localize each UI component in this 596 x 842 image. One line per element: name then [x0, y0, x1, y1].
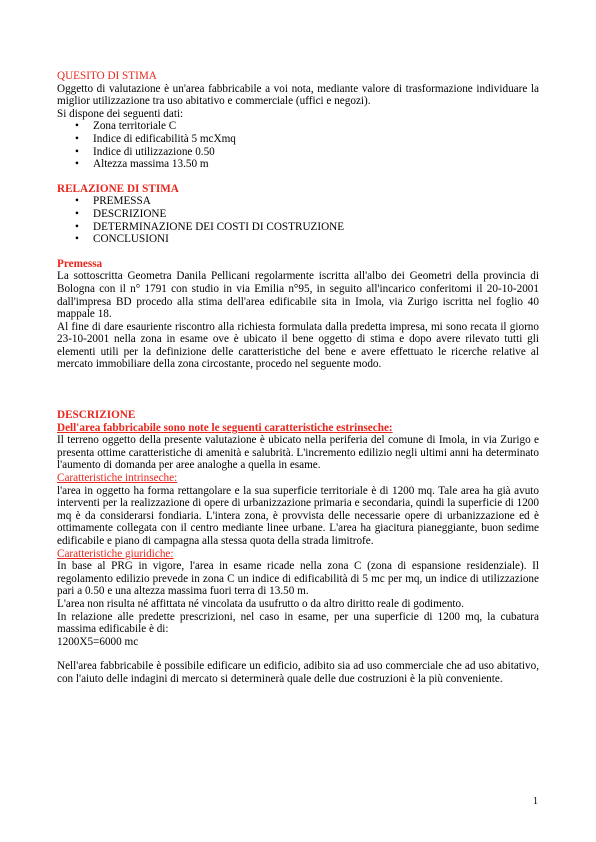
list-item: • Zona territoriale C: [93, 120, 539, 133]
list-item: • Indice di utilizzazione 0.50: [93, 146, 539, 159]
given-data-label: Si dispone dei seguenti dati:: [57, 107, 184, 120]
list-item: • DETERMINAZIONE DEI COSTI DI COSTRUZIONE: [93, 221, 539, 234]
premessa-paragraph-2: Al fine di dare esauriente riscontro alla richiesta formulata dalla predetta impresa, mi sono recata il giorno 23-10-2001 nella zona in esame ove è ubicato il bene oggetto di stima e dopo avere rilevato tutti gli elementi utili per la definizione delle caratteristiche del bene e avere effettuato le ricerche relative al mercato immobiliare della zona circostante, procedo nel seguente modo.: [57, 320, 539, 371]
list-item: • Altezza massima 13.50 m: [93, 158, 539, 171]
cubatura-formula: 1200X5=6000 mc: [57, 635, 139, 648]
descrizione-paragraph-4: L'area non risulta né affittata né vincolata da usufrutto o da altro diritto reale di godimento.: [57, 597, 464, 610]
descrizione-paragraph-5: In relazione alle predette prescrizioni, nel caso in esame, per una superficie di 1200 mq, la cubatura massima edificabile è di:: [57, 610, 539, 636]
descrizione-paragraph-3: In base al PRG in vigore, l'area in esame ricade nella zona C (zona di espansione residenziale). Il regolamento edilizio prevede in zona C un indice di edificabilità di 5 mc per mq, un indice di utilizzazione pari a 0.50 e una altezza massima fuori terra di 13.50 m.: [57, 560, 539, 598]
descrizione-paragraph-7: Nell'area fabbricabile è possibile edificare un edificio, adibito sia ad uso commerciale che ad uso abitativo, con l'aiuto delle indagini di mercato si determinerà quale delle due costruzioni è la più conveniente.: [57, 660, 539, 685]
descrizione-paragraph-1: Il terreno oggetto della presente valutazione è ubicato nella periferia del comune di Imola, in via Zurigo e presenta ottime caratteristiche di amenità e salubrità. L'incremento edilizio negli ultimi anni ha determinato l'aumento di domanda per aree analoghe a quella in esame.: [57, 434, 539, 472]
list-item: • PREMESSA: [93, 195, 539, 208]
descrizione-subtitle: Dell'area fabbricabile sono note le seguenti caratteristiche estrinseche:: [57, 421, 393, 434]
premessa-paragraph-1: La sottoscritta Geometra Danila Pellicani regolarmente iscritta all'albo dei Geometri della provincia di Bologna con il n° 1791 con studio in via Emilia n°95, in seguito all'incarico conferitomi il 20-10-2001 dall'impresa BD procedo alla stima dell'area edificabile sita in Imola, via Zurigo iscritta nel foglio 40 mappale 18.: [57, 270, 539, 321]
list-item: • CONCLUSIONI: [93, 233, 539, 246]
given-data-list: [57, 120, 539, 170]
descrizione-paragraph-2: l'area in oggetto ha forma rettangolare e la sua superficie territoriale è di 1200 mq. Tale area ha già avuto interventi per la realizzazione di opere di urbanizzazione primaria e secondaria, quindi la superficie di 1200 mq è da considerarsi fondiaria. L'intera zona, è provvista delle necessarie opere di urbanizzazione ed è ottimamente collegata con il centro mediante linee urbane. L'area ha giacitura pianeggiante, buon sedime edificabile e piano di campagna alla stessa quota della strada limitrofe.: [57, 484, 539, 547]
descrizione-title: DESCRIZIONE: [57, 409, 136, 422]
list-item: • Indice di edificabilità 5 mcXmq: [93, 133, 539, 146]
list-item: • DESCRIZIONE: [93, 208, 539, 221]
relazione-list: [57, 195, 539, 245]
quesito-title: QUESITO DI STIMA: [57, 70, 157, 82]
quesito-intro: Oggetto di valutazione è un'area fabbricabile a voi nota, mediante valore di trasformazione individuare la miglior utilizzazione tra uso abitativo e commerciale (uffici e negozi).: [57, 82, 539, 108]
premessa-title: Premessa: [57, 257, 103, 270]
giuridiche-label: Caratteristiche giuridiche:: [57, 547, 174, 560]
page-number: 1: [533, 796, 538, 807]
relazione-title: RELAZIONE DI STIMA: [57, 182, 179, 195]
intrinseche-label: Caratteristiche intrinseche:: [57, 472, 178, 485]
document-body: [57, 70, 539, 686]
